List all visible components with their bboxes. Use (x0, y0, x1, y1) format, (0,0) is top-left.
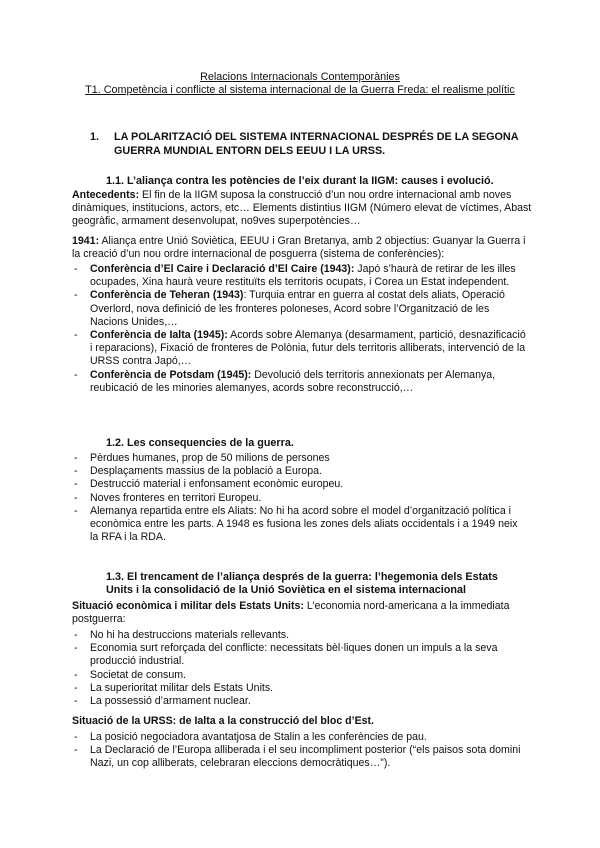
conferences-list (72, 263, 528, 395)
list-item: - Destrucció material i enfonsament econòmic europeu. (72, 478, 528, 491)
list-item: - La posició negociadora avantatjosa de Stalin a les conferències de pau. (72, 731, 528, 744)
list-item (72, 369, 528, 395)
antecedents-text: El fin de la IIGM suposa la construcció d’un nou ordre internacional amb noves dinàmiques, institucions, actors, etc… Elements distintius IIGM (Número elevat de víctimes, Abast geogràfic, armament desenvolupat, no9ves superpotències… (72, 189, 532, 228)
conference-label: Conferència de Potsdam (1945): (90, 368, 252, 381)
section-1-title: LA POLARITZACIÓ DEL SISTEMA INTERNACIONAL DESPRÉS DE LA SEGONA GUERRA MUNDIAL ENTORN DELS EEUU I LA URSS. (114, 131, 519, 157)
conference-text: : Turquia entrar en guerra al costat dels aliats, Operació Overlord, nova definició de les fronteres poloneses, Acord sobre l’Organització de les Nacions Unides,… (90, 289, 505, 328)
list-item: - Alemanya repartida entre els Aliats: No hi ha acord sobre el model d’organització política i econòmica entre les parts. A 1948 es fusiona les zones dels aliats occidentals i a 1949 neix la RFA i la RDA. (72, 505, 528, 545)
usa-list (72, 629, 528, 708)
conference-label: Conferència de Ialta (1945): (90, 329, 228, 342)
antecedents-paragraph (72, 189, 532, 229)
list-item (72, 289, 528, 329)
list-item: - Societat de consum. (72, 669, 528, 682)
list-item: - La Declaració de l’Europa alliberada i el seu incompliment posterior (“els paisos sota domini Nazi, un cop alliberats, celebraran eleccions democràtiques…”). (72, 744, 528, 770)
course-title: Relacions Internacionals Contemporànies (200, 71, 400, 83)
year-1941-text: Aliança entre Unió Soviètica, EEUU i Gran Bretanya, amb 2 objectius: Guanyar la Guerra i la creació d’un nou ordre internacional de posguerra (sistema de conferències): (72, 235, 526, 261)
usa-paragraph (72, 600, 532, 626)
urss-list (72, 731, 528, 771)
list-item: - Economia surt reforçada del conflicte: necessitats bèl·liques donen un impuls a la seva producció industrial. (72, 642, 528, 668)
section-1-number: 1. (90, 131, 100, 143)
usa-label: Situació econòmica i militar dels Estats Units: (72, 600, 304, 612)
subsection-1-3-title: 1.3. El trencament de l’aliança després de la guerra: l’hegemonia dels Estats Units i la consolidació de la Unió Soviètica en el sistema internacional (106, 571, 498, 597)
list-item (72, 329, 528, 369)
conference-label: Conferència de Teheran (1943) (90, 289, 244, 302)
list-item (72, 263, 528, 289)
list-item: - No hi ha destruccions materials rellevants. (72, 629, 528, 642)
urss-paragraph (72, 715, 532, 728)
urss-label: Situació de la URSS: de Ialta a la construcció del bloc d’Est. (72, 715, 374, 727)
conference-text: Acords sobre Alemanya (desarmament, partició, desnazificació i reparacions), Fixació de fronteres de Polònia, futur dels territoris alliberats, intervenció de la URSS contra Japó,… (90, 329, 526, 368)
conference-text: Devolució dels territoris annexionats per Alemanya, reubicació de les minories alemanyes, acords sobre reconstrucció,… (90, 368, 496, 394)
list-item: - Pèrdues humanes, prop de 50 milions de persones (72, 452, 528, 465)
usa-text: L’economia nord-americana a la immediata postguerra: (72, 600, 510, 626)
subsection-1-2-title: 1.2. Les consequencies de la guerra. (106, 437, 294, 449)
year-1941-label: 1941: (72, 235, 100, 247)
list-item: - Desplaçaments massius de la població a Europa. (72, 465, 528, 478)
consequences-list (72, 452, 528, 544)
conference-text: Japó s’haurà de retirar de les illes ocupades, Xina haurà veure restituïts els territoris ocupats, i Corea un Estat independent. (90, 263, 516, 289)
list-item: - Noves fronteres en territori Europeu. (72, 492, 528, 505)
list-item: - La superioritat militar dels Estats Units. (72, 682, 528, 695)
topic-title: T1. Competència i conflicte al sistema internacional de la Guerra Freda: el realisme polític (85, 84, 515, 96)
conference-label: Conferència d’El Caire i Declaració d’El Caire (1943): (90, 263, 355, 275)
section-1-heading (90, 130, 530, 158)
list-item: - La possessió d’armament nuclear. (72, 695, 528, 708)
subsection-1-1-title: 1.1. L’aliança contra les potències de l’eix durant la IIGM: causes i evolució. (106, 175, 494, 187)
antecedents-label: Antecedents: (72, 189, 140, 201)
year-1941-paragraph (72, 235, 532, 261)
